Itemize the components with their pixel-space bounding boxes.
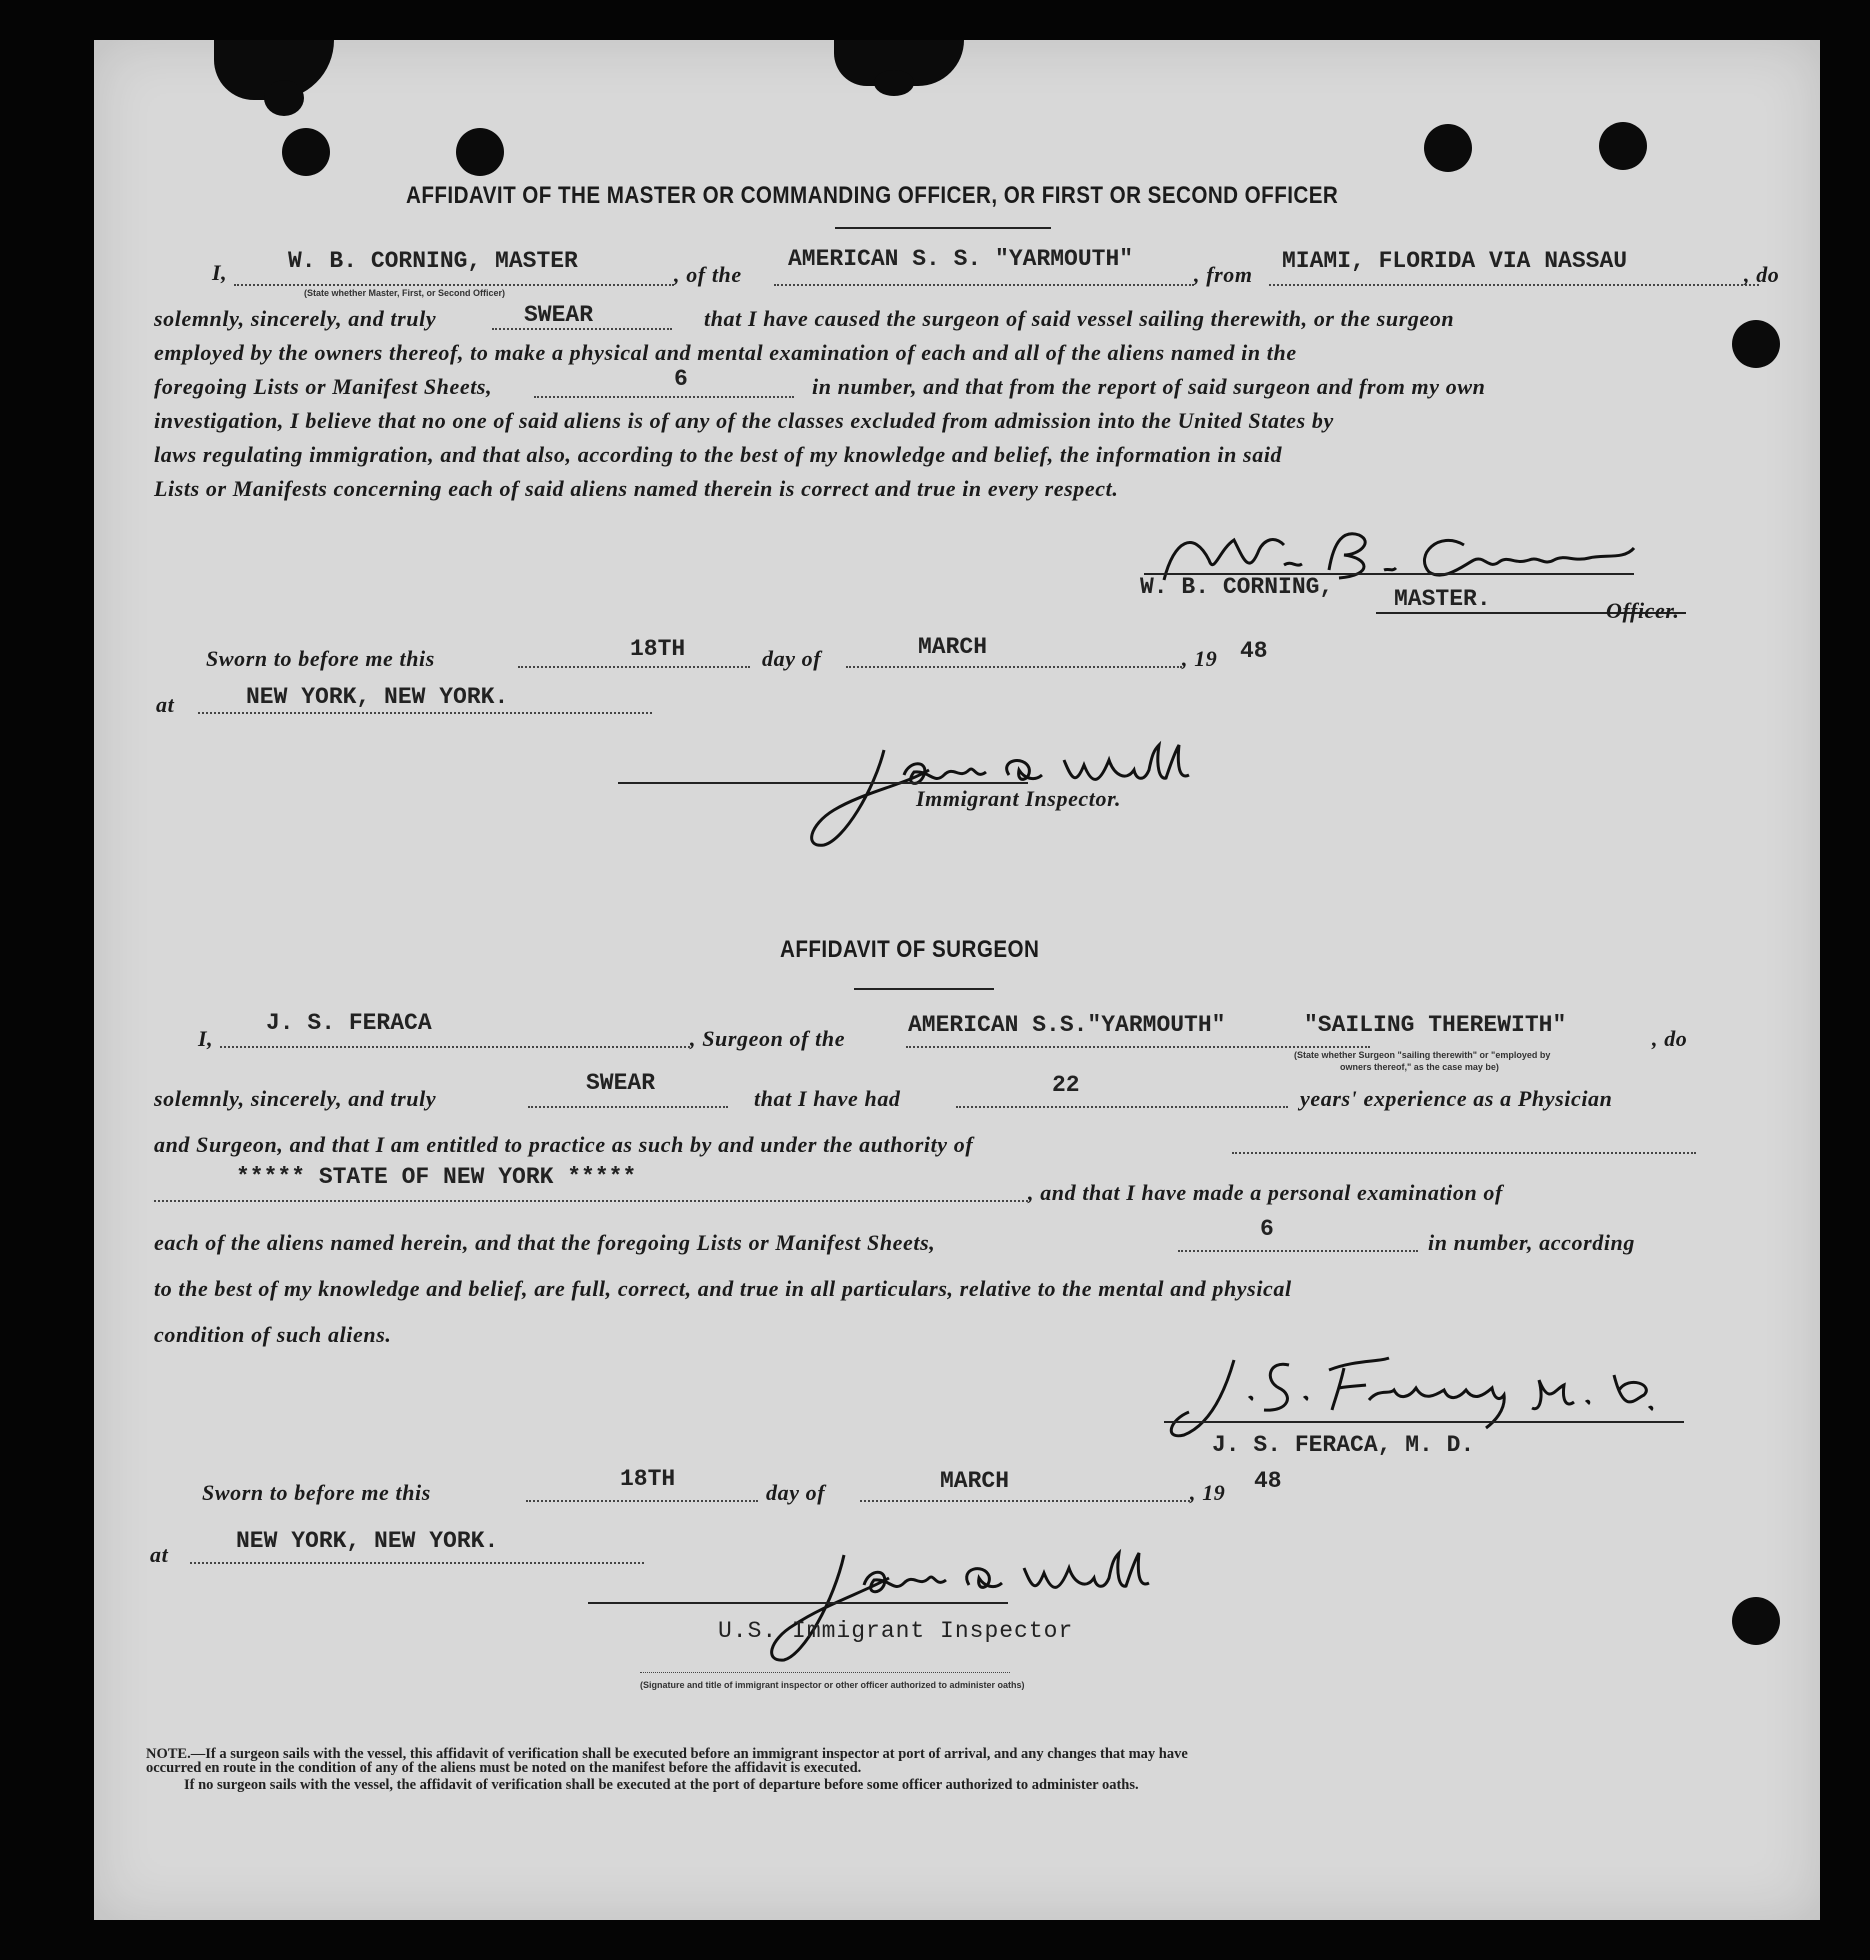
years-value: 22 (1052, 1072, 1080, 1098)
sworn-place: NEW YORK, NEW YORK. (246, 684, 509, 710)
vessel-line (774, 284, 1194, 286)
officer-name-line (234, 284, 674, 286)
text-19: , 19 (1182, 646, 1218, 671)
inspector-title-2: U.S. Immigrant Inspector (718, 1618, 1074, 1644)
document-page (94, 40, 1820, 1920)
sheets-value: 6 (674, 366, 688, 392)
surgeon-status-value: "SAILING THEREWITH" (1304, 1012, 1567, 1038)
text-surgeon-of: , Surgeon of the (690, 1026, 846, 1051)
text-line: , and that I have made a personal examination of (1028, 1180, 1503, 1205)
vessel-value: AMERICAN S. S. "YARMOUTH" (788, 246, 1134, 272)
punch-hole (1599, 122, 1647, 170)
text-at: at (156, 692, 175, 717)
text-line: solemnly, sincerely, and truly (154, 1086, 437, 1111)
heading-underline (854, 988, 994, 990)
authority-line-top (1232, 1152, 1696, 1154)
text-line: in number, according (1428, 1230, 1635, 1255)
text-line: investigation, I believe that no one of said aliens is of any of the classes excluded from admission into the United States by (154, 408, 1334, 433)
text-i: I, (212, 260, 228, 285)
month-line (860, 1500, 1190, 1502)
place-line (198, 712, 652, 714)
note-line-1: NOTE.—If a surgeon sails with the vessel, this affidavit of verification shall be executed before an immigrant inspector at port of arrival, and any changes that may have (146, 1746, 1188, 1762)
sworn-year: 48 (1240, 638, 1268, 664)
text-19: , 19 (1190, 1480, 1226, 1505)
torn-edge (874, 70, 914, 96)
oath-line (492, 328, 672, 330)
authority-value: ***** STATE OF NEW YORK ***** (236, 1164, 637, 1190)
text-line: to the best of my knowledge and belief, are full, correct, and true in all particulars, relative to the mental and physical (154, 1276, 1292, 1301)
punch-hole (1424, 124, 1472, 172)
oath-line (528, 1106, 728, 1108)
punch-hole (456, 128, 504, 176)
text-line: that I have had (754, 1086, 901, 1111)
punch-hole (1732, 1597, 1780, 1645)
text-line: employed by the owners thereof, to make a physical and mental examination of each and all of the aliens named in the (154, 340, 1297, 365)
day-line (526, 1500, 758, 1502)
text-of-the: , of the (674, 262, 742, 287)
inspector-line (618, 782, 1028, 784)
officer-word: Officer. (1606, 598, 1680, 623)
vessel-line (906, 1046, 1370, 1048)
text-line: Lists or Manifests concerning each of said aliens named therein is correct and true in every respect. (154, 476, 1119, 501)
surgeon-name-line (220, 1046, 690, 1048)
text-at: at (150, 1542, 169, 1567)
text-line: laws regulating immigration, and that also, according to the best of my knowledge and belief, the information in said (154, 442, 1283, 467)
note-line-2: occurred en route in the condition of any of the aliens must be noted on the manifest before the affidavit is executed. (146, 1760, 862, 1776)
sworn-day: 18TH (630, 636, 686, 662)
heading-underline (835, 227, 1051, 229)
day-line (518, 666, 750, 668)
officer-hint: (State whether Master, First, or Second Officer) (304, 288, 506, 298)
text-line: that I have caused the surgeon of said vessel sailing therewith, or the surgeon (704, 306, 1455, 331)
surgeon-name-value: J. S. FERACA (266, 1010, 432, 1036)
status-hint-1: (State whether Surgeon "sailing therewith" or "employed by (1294, 1050, 1551, 1060)
text-line: foregoing Lists or Manifest Sheets, (154, 374, 493, 399)
month-line (846, 666, 1182, 668)
punch-hole (282, 128, 330, 176)
inspector-line-2 (588, 1602, 1008, 1604)
authority-line (154, 1200, 1028, 1202)
status-hint-2: owners thereof," as the case may be) (1340, 1062, 1499, 1072)
surgeon-sworn-place: NEW YORK, NEW YORK. (236, 1528, 499, 1554)
sheets-line (534, 396, 794, 398)
surgeon-sheets-value: 6 (1260, 1216, 1274, 1242)
text-day-of: day of (762, 646, 822, 671)
text-line: years' experience as a Physician (1300, 1086, 1613, 1111)
note-line-3: If no surgeon sails with the vessel, the affidavit of verification shall be executed at the port of departure before some officer authorized to administer oaths. (184, 1777, 1139, 1793)
text-line: in number, and that from the report of said surgeon and from my own (812, 374, 1486, 399)
surgeon-oath-value: SWEAR (586, 1070, 656, 1096)
signature-caption-line (640, 1672, 1010, 1673)
inspector-signature-2 (714, 1530, 1174, 1680)
years-line (956, 1106, 1288, 1108)
text-do: , do (1652, 1026, 1688, 1051)
port-line (1269, 284, 1759, 286)
text-sworn: Sworn to before me this (202, 1480, 431, 1505)
text-line: and Surgeon, and that I am entitled to practice as such by and under the authority of (154, 1132, 974, 1157)
text-line: solemnly, sincerely, and truly (154, 306, 437, 331)
master-rank: MASTER. (1394, 586, 1491, 612)
text-i: I, (198, 1026, 214, 1051)
text-from: , from (1194, 262, 1253, 287)
signature-caption: (Signature and title of immigrant inspector or other officer authorized to administer oaths) (640, 1680, 1025, 1690)
text-sworn: Sworn to before me this (206, 646, 435, 671)
officer-name-value: W. B. CORNING, MASTER (288, 248, 578, 274)
oath-value: SWEAR (524, 302, 594, 328)
surgeon-sworn-day: 18TH (620, 1466, 676, 1492)
master-typed-name: W. B. CORNING, (1140, 574, 1334, 600)
text-line: each of the aliens named herein, and that the foregoing Lists or Manifest Sheets, (154, 1230, 936, 1255)
port-value: MIAMI, FLORIDA VIA NASSAU (1282, 248, 1628, 274)
torn-edge (264, 80, 304, 116)
surgeon-vessel-value: AMERICAN S.S."YARMOUTH" (908, 1012, 1226, 1038)
surgeon-sworn-month: MARCH (940, 1468, 1010, 1494)
text-do: , do (1744, 262, 1780, 287)
master-affidavit-heading: AFFIDAVIT OF THE MASTER OR COMMANDING OFFICER, OR FIRST OR SECOND OFFICER (406, 182, 1339, 209)
sheets-line (1178, 1250, 1418, 1252)
surgeon-typed-name: J. S. FERACA, M. D. (1212, 1432, 1475, 1458)
surgeon-sworn-year: 48 (1254, 1468, 1282, 1494)
inspector-title: Immigrant Inspector. (916, 786, 1122, 811)
text-line: condition of such aliens. (154, 1322, 392, 1347)
text-day-of: day of (766, 1480, 826, 1505)
surgeon-affidavit-heading: AFFIDAVIT OF SURGEON (780, 936, 1040, 963)
sworn-month: MARCH (918, 634, 988, 660)
punch-hole (1732, 320, 1780, 368)
place-line (190, 1562, 644, 1564)
